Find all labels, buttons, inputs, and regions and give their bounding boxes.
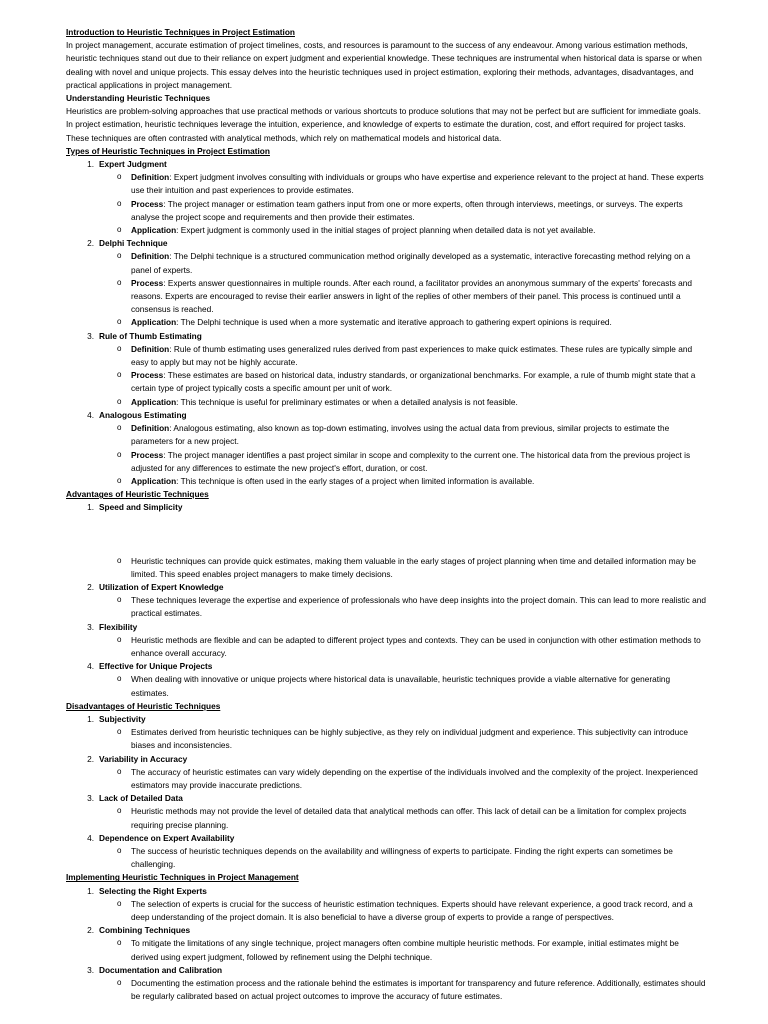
sub-item — [131, 250, 706, 276]
point-label: Definition — [131, 172, 170, 183]
list-item — [99, 792, 706, 832]
implementing-heading: Implementing Heuristic Techniques in Project Management — [66, 872, 299, 883]
document-page — [66, 26, 706, 1003]
point-text: : The project manager identifies a past project similar in scope and complexity to the current one. The historical data from the previous project is adjusted for any differences to estimate the new project's effort, duration, or cost. — [131, 449, 691, 473]
list-item — [99, 237, 706, 329]
sub-list — [99, 766, 706, 792]
point-text: : The Delphi technique is a structured communication method originally developed as a systematic, interactive forecasting method relying on a panel of experts. — [131, 251, 691, 275]
list-item — [99, 924, 706, 964]
point-label: Definition — [131, 423, 170, 434]
point-label: Application — [131, 396, 177, 407]
point-label: Definition — [131, 251, 170, 262]
point-text: : This technique is often used in the early stages of a project when limited information is available. — [176, 475, 535, 486]
item-title: Delphi Technique — [99, 238, 168, 249]
list-item — [99, 964, 706, 1004]
sub-item: o Heuristic methods are flexible and can be adapted to different project types and contexts. They can be used in conjunction with other estimation methods to enhance overall accuracy. — [131, 634, 706, 660]
item-title: Speed and Simplicity — [99, 502, 183, 513]
point-text: : Rule of thumb estimating uses generalized rules derived from past experiences to make quick estimates. These rules are typically simple and easy to apply but may not be highly accurate. — [131, 343, 693, 368]
list-item — [99, 581, 706, 621]
sub-list — [99, 937, 706, 963]
sub-item — [131, 171, 706, 197]
point-text: : These estimates are based on historical data, industry standards, or organizational benchmarks. For example, a rule of thumb might state that a certain type of project typically costs a specific amount per unit of work. — [131, 370, 696, 394]
item-title: Documentation and Calibration — [99, 964, 223, 975]
point-text: : Experts answer questionnaires in multiple rounds. After each round, a facilitator provides an anonymous summary of the experts' forecasts and reasons. Experts are encouraged to revise their earlier answers in light of the replies of other members of their panel. This process is continued until a consensus is reached. — [131, 277, 693, 315]
implementing-list — [66, 885, 706, 1004]
item-title: Flexibility — [99, 621, 138, 632]
sub-item — [131, 224, 706, 237]
point-label: Definition — [131, 343, 170, 354]
point-label: Process — [131, 277, 164, 288]
intro-heading: Introduction to Heuristic Techniques in Project Estimation — [66, 27, 295, 37]
sub-item — [131, 422, 706, 448]
sub-list — [99, 898, 706, 924]
sub-list — [99, 673, 706, 699]
point-label: Process — [131, 370, 164, 381]
types-heading: Types of Heuristic Techniques in Project Estimation — [66, 145, 270, 156]
sub-item: o When dealing with innovative or unique projects where historical data is unavailable, heuristic techniques provide a viable alternative for generating estimates. — [131, 673, 706, 699]
list-item — [99, 158, 706, 237]
advantages-list — [66, 501, 706, 699]
sub-list — [99, 555, 706, 581]
sub-item: o Estimates derived from heuristic techniques can be highly subjective, as they rely on individual judgment and experience. This subjectivity can introduce biases and inconsistencies. — [131, 726, 706, 752]
point-label: Process — [131, 449, 164, 460]
list-item — [99, 660, 706, 700]
intro-paragraph: In project management, accurate estimation of project timelines, costs, and resources is paramount to the success of any endeavour. Among various estimation methods, heuristic techniques stand out due to their reliance on expert judgment and experiential knowledge. These techniques are instrumental when historical data is sparse or when dealing with novel and unique projects. This essay delves into the heuristic techniques used in project estimation, exploring their methods, advantages, disadvantages, and practical applications in project management. — [66, 40, 702, 90]
sub-list — [99, 726, 706, 752]
item-title: Analogous Estimating — [99, 409, 187, 420]
list-item — [99, 713, 706, 753]
sub-item: o The accuracy of heuristic estimates can vary widely depending on the expertise of the individuals involved and the complexity of the project. Inexperienced estimators may provide inaccurate predictions. — [131, 766, 706, 792]
point-label: Process — [131, 198, 164, 209]
sub-item: o Documenting the estimation process and the rationale behind the estimates is important for transparency and future reference. Additionally, estimates should be regularly calibrated based on actual project outcomes to improve the accuracy of future estimates. — [131, 977, 706, 1003]
sub-item: o Heuristic techniques can provide quick estimates, making them valuable in the early stages of project planning when time and detailed information may be limited. This speed enables project managers to make timely decisions. — [131, 555, 706, 581]
sub-list — [99, 845, 706, 871]
list-item — [99, 409, 706, 488]
item-title: Subjectivity — [99, 713, 146, 724]
sub-item: o Heuristic methods may not provide the level of detailed data that analytical methods can offer. This lack of detail can be a limitation for complex projects requiring precise planning. — [131, 805, 706, 831]
sub-item — [131, 277, 706, 317]
point-label: Application — [131, 317, 177, 328]
disadvantages-heading: Disadvantages of Heuristic Techniques — [66, 700, 221, 711]
sub-item — [131, 343, 706, 369]
point-text: : Expert judgment involves consulting with individuals or groups who have expertise and experience relevant to the project at hand. These experts use their intuition and past experiences to provide estimates. — [131, 172, 704, 196]
disadvantages-list — [66, 713, 706, 871]
item-title: Dependence on Expert Availability — [99, 832, 235, 843]
item-title: Lack of Detailed Data — [99, 793, 183, 804]
list-item — [99, 501, 706, 581]
sub-list — [99, 250, 706, 329]
list-item — [99, 885, 706, 925]
blank-gap — [99, 515, 706, 555]
item-title: Effective for Unique Projects — [99, 661, 213, 672]
sub-list — [99, 805, 706, 831]
sub-item: o The success of heuristic techniques depends on the availability and willingness of experts to participate. Finding the right experts can sometimes be challenging. — [131, 845, 706, 871]
sub-list — [99, 171, 706, 237]
item-title: Selecting the Right Experts — [99, 885, 207, 896]
point-text: : The project manager or estimation team gathers input from one or more experts, often through interviews, meetings, or surveys. The experts analyse the project scope and requirements and then provide their estimates. — [131, 198, 683, 222]
point-text: : This technique is useful for preliminary estimates or when a detailed analysis is not feasible. — [176, 396, 518, 407]
point-label: Application — [131, 225, 177, 236]
point-text: : The Delphi technique is used when a more systematic and iterative approach to gathering expert opinions is required. — [176, 317, 612, 328]
understanding-heading: Understanding Heuristic Techniques — [66, 93, 211, 104]
sub-list — [99, 343, 706, 409]
sub-list — [99, 634, 706, 660]
sub-item — [131, 198, 706, 224]
item-title: Utilization of Expert Knowledge — [99, 581, 224, 592]
sub-item — [131, 475, 706, 488]
sub-item — [131, 396, 706, 409]
point-label: Application — [131, 475, 177, 486]
list-item — [99, 753, 706, 793]
advantages-heading: Advantages of Heuristic Techniques — [66, 489, 209, 500]
sub-item — [131, 369, 706, 395]
item-title: Rule of Thumb Estimating — [99, 330, 202, 341]
sub-item: o To mitigate the limitations of any single technique, project managers often combine multiple heuristic methods. For example, initial estimates might be derived using expert judgment, followed by refinement using the Delphi technique. — [131, 937, 706, 963]
list-item — [99, 330, 706, 409]
point-text: : Expert judgment is commonly used in the initial stages of project planning when detailed data is not yet available. — [176, 225, 596, 236]
sub-item: o The selection of experts is crucial for the success of heuristic estimation techniques. Experts should have relevant experience, a good track record, and a deep understanding of the project domain. It is also beneficial to have a diverse group of experts to provide a range of perspectives. — [131, 898, 706, 924]
item-title: Combining Techniques — [99, 925, 191, 936]
item-title: Variability in Accuracy — [99, 753, 188, 764]
list-item — [99, 832, 706, 872]
sub-list — [99, 422, 706, 488]
sub-list — [99, 594, 706, 620]
list-item — [99, 621, 706, 661]
sub-item — [131, 449, 706, 475]
sub-item — [131, 316, 706, 329]
sub-list — [99, 977, 706, 1003]
sub-item: o These techniques leverage the expertise and experience of professionals who have deep insights into the project domain. This can lead to more realistic and practical estimates. — [131, 594, 706, 620]
item-title: Expert Judgment — [99, 159, 167, 170]
understanding-paragraph: Heuristics are problem-solving approaches that use practical methods or various shortcuts to produce solutions that may not be perfect but are sufficient for immediate goals. In project estimation, heuristic techniques leverage the intuition, experience, and knowledge of experts to estimate the duration, cost, and effort required for project tasks. These techniques are often contrasted with analytical methods, which rely on mathematical models and historical data. — [66, 106, 701, 143]
point-text: : Analogous estimating, also known as top-down estimating, involves using the actual data from previous, similar projects to estimate the parameters for a new project. — [131, 423, 670, 447]
types-list — [66, 158, 706, 488]
